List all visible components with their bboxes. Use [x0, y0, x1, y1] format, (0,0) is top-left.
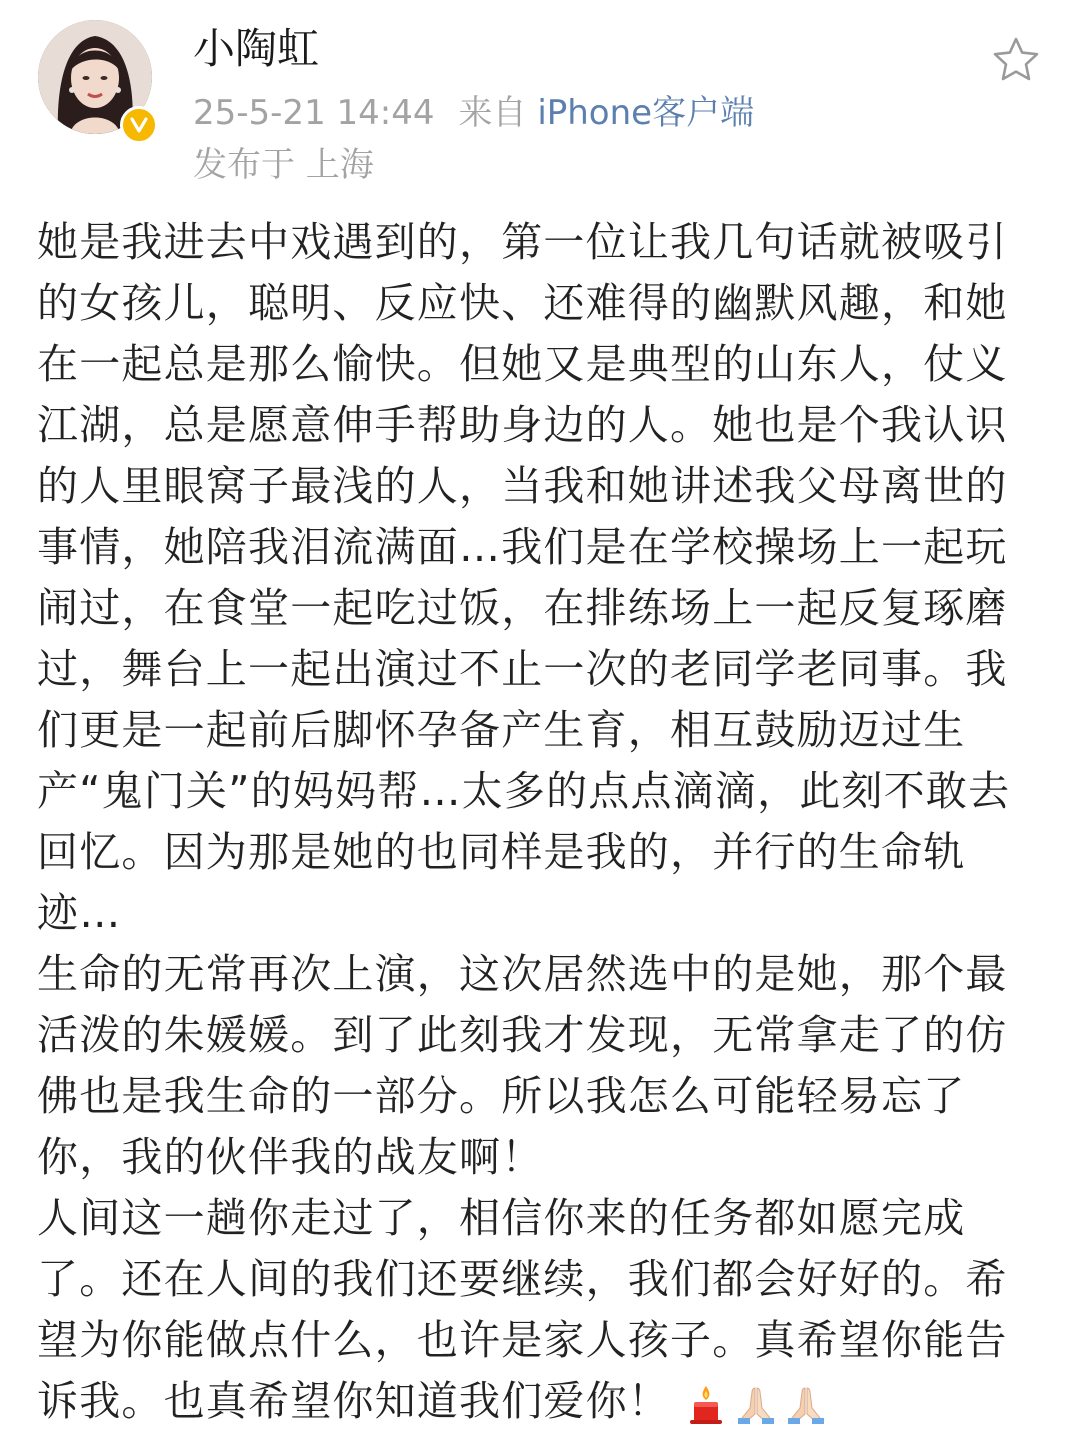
- post-meta: [193, 91, 754, 135]
- candle-icon: [684, 1382, 728, 1426]
- post-paragraph: 生命的无常再次上演，这次居然选中的是她，那个最活泼的朱媛媛。到了此刻我才发现，无常拿走了的仿佛也是我生命的一部分。所以我怎么可能轻易忘了你，我的伙伴我的战友啊！: [37, 950, 1008, 1181]
- emoji-row: [684, 1382, 834, 1426]
- star-outline-icon[interactable]: [990, 34, 1042, 86]
- praying-hands-icon: [784, 1382, 828, 1426]
- post-paragraph-text: 人间这一趟你走过了，相信你来的任务都如愿完成了。还在人间的我们还要继续，我们都会好好的。希望为你能做点什么，也许是家人孩子。真希望你能告诉我。也真希望你知道我们爱你！: [37, 1194, 1008, 1425]
- post-body: [37, 212, 1047, 1432]
- praying-hands-icon: [734, 1382, 778, 1426]
- source-link[interactable]: iPhone客户端: [537, 93, 755, 133]
- verified-v-icon: [128, 114, 150, 136]
- post-header: [0, 0, 1080, 200]
- post-paragraph: 她是我进去中戏遇到的，第一位让我几句话就被吸引的女孩儿，聪明、反应快、还难得的幽默风趣，和她在一起总是那么愉快。但她又是典型的山东人，仗义江湖，总是愿意伸手帮助身边的人。她也是个我认识的人里眼窝子最浅的人，当我和她讲述我父母离世的事情，她陪我泪流满面…我们是在学校操场上一起玩闹过，在食堂一起吃过饭，在排练场上一起反复琢磨过，舞台上一起出演过不止一次的老同学老同事。我们更是一起前后脚怀孕备产生育，相互鼓励迈过生产“鬼门关”的妈妈帮…太多的点点滴滴，此刻不敢去回忆。因为那是她的也同样是我的，并行的生命轨迹…: [37, 218, 1011, 937]
- source-prefix: 来自: [458, 93, 527, 133]
- author-name[interactable]: 小陶虹: [193, 24, 320, 73]
- author-avatar-wrap[interactable]: [38, 20, 156, 138]
- post-location: 发布于 上海: [193, 145, 374, 185]
- post-paragraph: [37, 1188, 1047, 1432]
- verified-badge: [120, 106, 158, 144]
- post-timestamp: 25-5-21 14:44: [193, 93, 435, 133]
